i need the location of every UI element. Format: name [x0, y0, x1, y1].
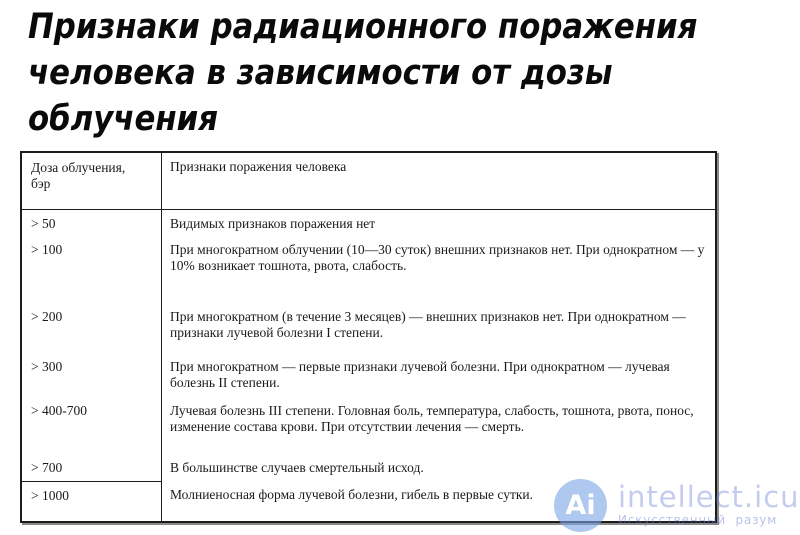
page-title-line-2: человека в зависимости от дозы — [28, 53, 613, 93]
header-cell-dose-label: Доза облучения, бэр — [31, 160, 126, 191]
header-cell-dose — [22, 153, 162, 209]
dose-cell: > 100 — [22, 236, 162, 303]
table-row — [22, 236, 715, 303]
dose-cell: > 1000 — [22, 481, 162, 521]
dose-cell: > 50 — [22, 210, 162, 236]
page-title-line-1: Признаки радиационного поражения — [28, 7, 698, 47]
table-row — [22, 210, 715, 236]
table-header-row — [22, 153, 715, 210]
table-row — [22, 481, 715, 521]
dose-cell: > 200 — [22, 303, 162, 353]
signs-cell: При многократном (в течение 3 месяцев) — внешних признаков нет. При однократном — признаки лучевой болезни I степени. — [170, 309, 686, 340]
table-row — [22, 454, 715, 481]
watermark-site-name: intellect.icu — [618, 480, 800, 514]
table-row — [22, 353, 715, 397]
signs-cell: Видимых признаков поражения нет — [170, 216, 376, 231]
header-cell-signs: Признаки поражения человека — [170, 159, 347, 174]
table-row — [22, 397, 715, 454]
signs-cell: В большинстве случаев смертельный исход. — [170, 460, 424, 475]
page-title-line-3: облучения — [28, 99, 218, 139]
watermark-tagline: Искусственный разум — [618, 513, 778, 527]
intellect-icu-logo-icon: Ai — [554, 479, 607, 532]
signs-cell: Лучевая болезнь III степени. Головная боль, температура, слабость, тошнота, рвота, понос, изменение состава крови. При отсутствии лечения — смерть. — [170, 403, 694, 434]
signs-cell: При многократном — первые признаки лучевой болезни. При однократном — лучевая болезнь II степени. — [170, 359, 670, 390]
dose-cell: > 700 — [22, 454, 162, 481]
table-row — [22, 303, 715, 353]
radiation-dose-table — [20, 151, 717, 523]
page-title — [28, 4, 697, 142]
signs-cell: При многократном облучении (10—30 суток) внешних признаков нет. При однократном — у 10% возникает тошнота, рвота, слабость. — [170, 242, 705, 273]
dose-cell: > 300 — [22, 353, 162, 397]
signs-cell: Молниеносная форма лучевой болезни, гибель в первые сутки. — [170, 487, 534, 502]
dose-cell: > 400-700 — [22, 397, 162, 454]
